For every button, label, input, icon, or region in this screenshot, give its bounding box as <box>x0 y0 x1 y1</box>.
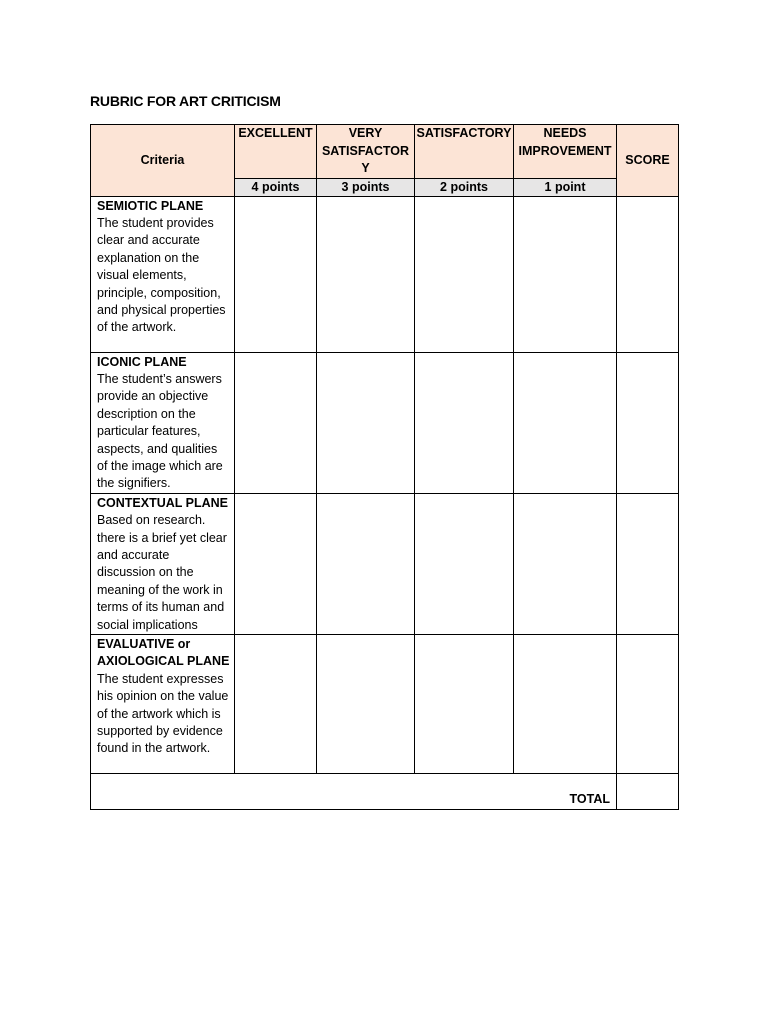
rating-cell[interactable] <box>415 196 514 352</box>
rubric-table <box>90 124 679 810</box>
level-header-excellent <box>235 125 317 179</box>
points-cell: 4 points <box>235 178 317 196</box>
score-cell[interactable] <box>617 635 679 774</box>
rating-cell[interactable] <box>235 352 317 493</box>
criterion-name: EVALUATIVE or <box>97 637 191 651</box>
points-cell: 3 points <box>317 178 415 196</box>
document-title: RUBRIC FOR ART CRITICISM <box>90 93 281 109</box>
points-cell: 2 points <box>415 178 514 196</box>
score-header <box>617 125 679 197</box>
total-label: TOTAL <box>91 774 617 810</box>
rating-cell[interactable] <box>415 493 514 634</box>
criterion-name: ICONIC PLANE <box>97 354 187 369</box>
level-label: IMPROVEMENT <box>518 143 612 158</box>
total-score-cell[interactable] <box>617 774 679 810</box>
criterion-name: SEMIOTIC PLANE <box>97 198 204 213</box>
criterion-cell <box>91 352 235 493</box>
criterion-name: CONTEXTUAL PLANE <box>97 495 229 510</box>
rating-cell[interactable] <box>235 196 317 352</box>
criterion-row-contextual <box>91 493 679 634</box>
criterion-cell <box>91 196 235 352</box>
criterion-cell <box>91 493 235 634</box>
rating-cell[interactable] <box>415 635 514 774</box>
rating-cell[interactable] <box>317 352 415 493</box>
header-row <box>91 125 679 179</box>
rating-cell[interactable] <box>514 196 617 352</box>
criteria-header-label: Criteria <box>140 152 185 167</box>
level-label: SATISFACTOR <box>321 143 410 158</box>
criterion-cell <box>91 635 235 774</box>
score-cell[interactable] <box>617 196 679 352</box>
level-label: SATISFACTORY <box>416 126 512 140</box>
rating-cell[interactable] <box>514 493 617 634</box>
level-label: VERY <box>348 126 383 140</box>
score-header-label: SCORE <box>625 152 670 167</box>
rating-cell[interactable] <box>514 635 617 774</box>
rating-cell[interactable] <box>235 493 317 634</box>
score-cell[interactable] <box>617 493 679 634</box>
level-label: EXCELLENT <box>238 126 313 140</box>
criterion-description: Based on research. there is a brief yet clear and accurate discussion on the meaning of the work in terms of its human and social implications <box>97 513 227 632</box>
rating-cell[interactable] <box>317 196 415 352</box>
criterion-description: The student provides clear and accurate explanation on the visual elements, principle, composition, and physical properties of the artwork. <box>97 215 226 335</box>
criterion-name-line2: AXIOLOGICAL PLANE <box>97 654 230 669</box>
criterion-row-iconic <box>91 352 679 493</box>
rating-cell[interactable] <box>514 352 617 493</box>
criterion-description: The student’s answers provide an objective description on the particular features, aspects, and qualities of the image which are the signifiers. <box>97 371 223 491</box>
rating-cell[interactable] <box>235 635 317 774</box>
level-header-very-satisfactory <box>317 125 415 179</box>
criterion-description: The student expresses his opinion on the value of the artwork which is supported by evidence found in the artwork. <box>97 671 229 756</box>
rating-cell[interactable] <box>317 493 415 634</box>
level-label: Y <box>361 161 370 175</box>
level-header-satisfactory <box>415 125 514 179</box>
level-label: NEEDS <box>543 126 587 140</box>
criteria-header <box>91 125 235 197</box>
points-cell: 1 point <box>514 178 617 196</box>
criterion-row-semiotic <box>91 196 679 352</box>
level-header-needs-improvement <box>514 125 617 179</box>
rating-cell[interactable] <box>317 635 415 774</box>
rating-cell[interactable] <box>415 352 514 493</box>
score-cell[interactable] <box>617 352 679 493</box>
total-row <box>91 774 679 810</box>
criterion-row-evaluative <box>91 635 679 774</box>
